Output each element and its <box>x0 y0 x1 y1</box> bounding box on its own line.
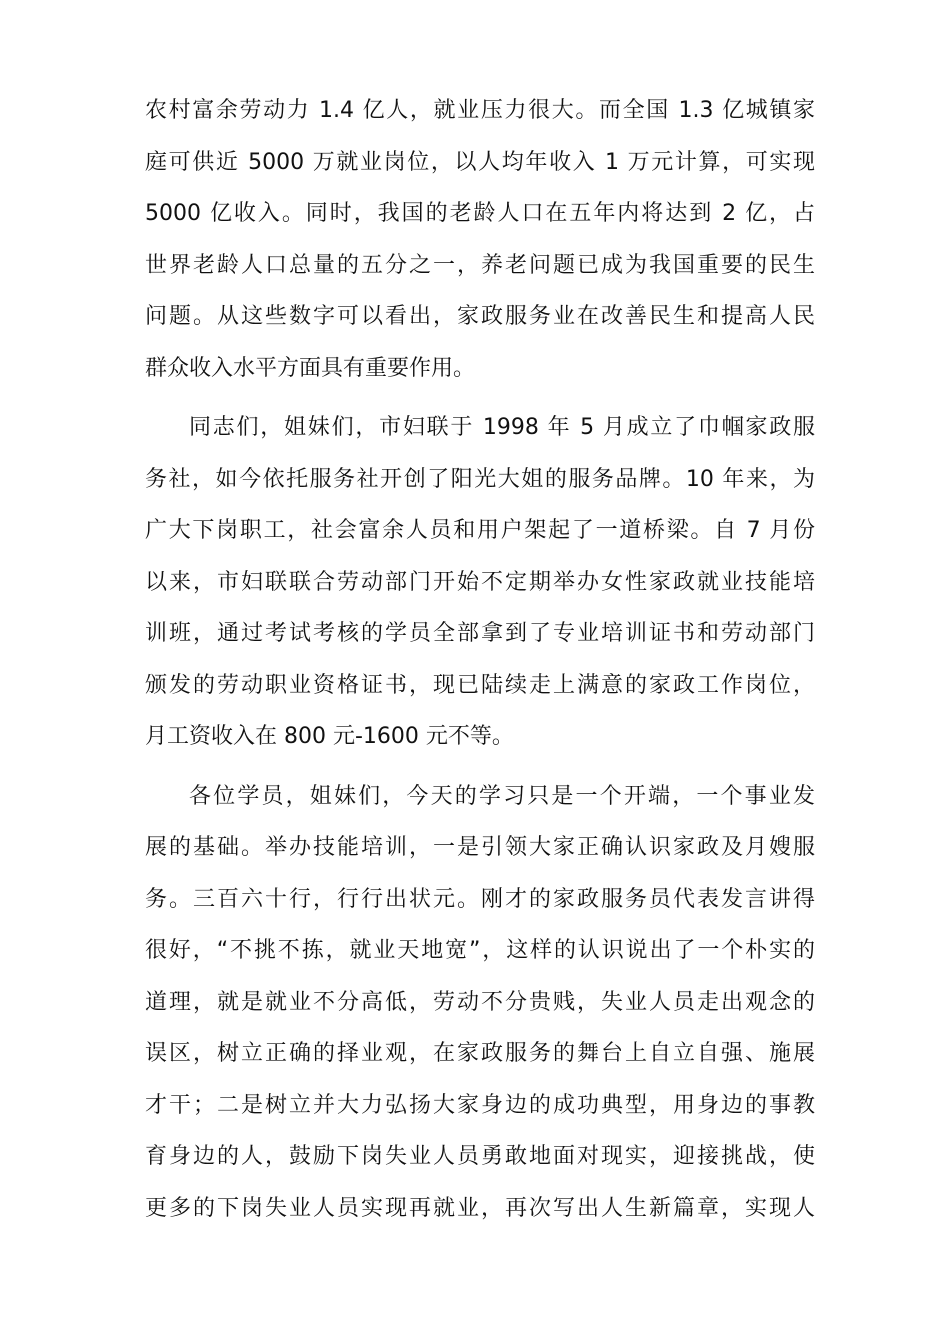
paragraph-line: 广大下岗职工，社会富余人员和用户架起了一道桥梁。自 7 月份 <box>145 518 815 543</box>
paragraph-line: 世界老龄人口总量的五分之一，养老问题已成为我国重要的民生 <box>145 252 815 278</box>
paragraph-line: 以来，市妇联联合劳动部门开始不定期举办女性家政就业技能培 <box>145 569 815 595</box>
paragraph-line: 育身边的人，鼓励下岗失业人员勇敢地面对现实，迎接挑战，使 <box>145 1144 815 1169</box>
paragraph-line: 颁发的劳动职业资格证书，现已陆续走上满意的家政工作岗位， <box>145 672 815 698</box>
paragraph-line: 群众收入水平方面具有重要作用。 <box>145 355 476 381</box>
paragraph-line: 问题。从这些数字可以看出，家政服务业在改善民生和提高人民 <box>145 304 815 329</box>
paragraph-2 <box>145 402 815 763</box>
paragraph-line: 务。三百六十行，行行出状元。刚才的家政服务员代表发言讲得 <box>145 886 815 912</box>
document-body <box>145 85 815 1234</box>
paragraph-line: 5000 亿收入。同时，我国的老龄人口在五年内将达到 2 亿，占 <box>145 201 815 226</box>
paragraph-line: 道理，就是就业不分高低，劳动不分贵贱，失业人员走出观念的 <box>145 989 815 1015</box>
paragraph-line: 误区，树立正确的择业观，在家政服务的舞台上自立自强、施展 <box>145 1041 815 1066</box>
paragraph-line: 各位学员，姐妹们，今天的学习只是一个开端，一个事业发 <box>189 783 815 809</box>
paragraph-line: 很好，“不挑不拣，就业天地宽”，这样的认识说出了一个朴实的 <box>145 938 815 963</box>
paragraph-line: 务社，如今依托服务社开创了阳光大姐的服务品牌。10 年来，为 <box>145 466 815 492</box>
paragraph-line: 才干；二是树立并大力弘扬大家身边的成功典型，用身边的事教 <box>145 1092 815 1118</box>
paragraph-line: 展的基础。举办技能培训，一是引领大家正确认识家政及月嫂服 <box>145 835 815 860</box>
paragraph-gap <box>145 394 815 402</box>
paragraph-line: 同志们，姐妹们，市妇联于 1998 年 5 月成立了巾帼家政服 <box>189 415 815 440</box>
paragraph-line: 农村富余劳动力 1.4 亿人，就业压力很大。而全国 1.3 亿城镇家 <box>145 98 815 123</box>
paragraph-line: 训班，通过考试考核的学员全部拿到了专业培训证书和劳动部门 <box>145 621 815 646</box>
paragraph-line: 月工资收入在 800 元-1600 元不等。 <box>145 724 514 749</box>
paragraph-1 <box>145 85 815 394</box>
paragraph-line: 更多的下岗失业人员实现再就业，再次写出人生新篇章，实现人 <box>145 1195 815 1221</box>
paragraph-3 <box>145 771 815 1235</box>
paragraph-gap <box>145 763 815 771</box>
paragraph-line: 庭可供近 5000 万就业岗位，以人均年收入 1 万元计算，可实现 <box>145 149 815 175</box>
